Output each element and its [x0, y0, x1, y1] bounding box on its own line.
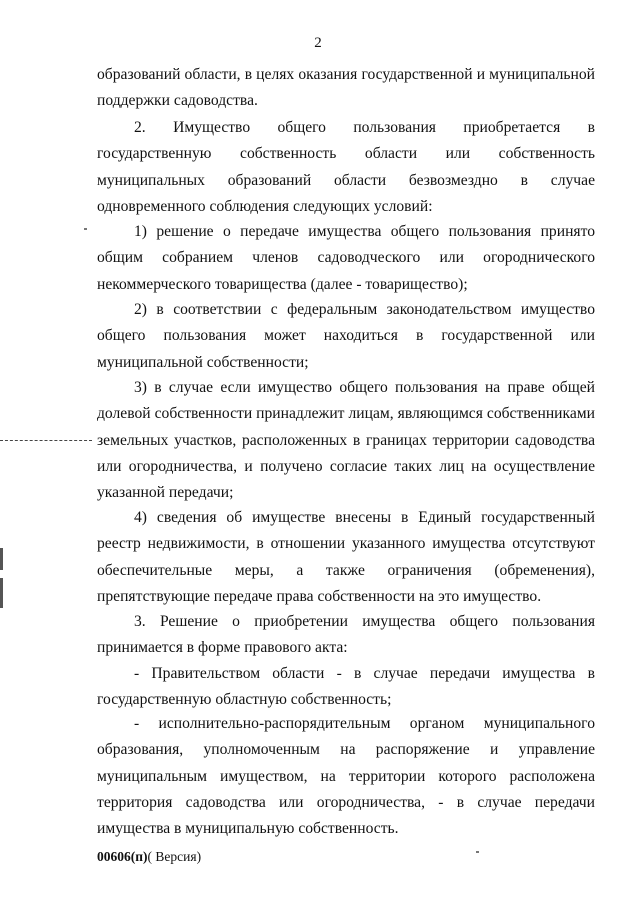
- paragraph-continuation: образований области, в целях оказания государственной и муниципальной поддержки садоводства.: [97, 66, 595, 110]
- paragraph-condition-2: 2) в соответствии с федеральным законодательством имущество общего пользования может находиться в государственной или муниципальной собственности;: [97, 301, 595, 371]
- scan-edge-mark: [0, 548, 3, 570]
- document-code: [97, 849, 201, 865]
- scan-speck: [476, 851, 479, 853]
- paragraph-condition-3: 3) в случае если имущество общего пользования на праве общей долевой собственности принадлежит лицам, являющимся собственниками земельных участков, расположенных в границах территории садоводства или огородничества, и получено согласие таких лиц на осуществление указанной передачи;: [97, 379, 595, 502]
- scan-speck: [84, 228, 87, 230]
- document-code-number: 00606(п): [97, 849, 148, 864]
- scan-artifact-line: [0, 440, 92, 441]
- page-number: 2: [314, 35, 322, 51]
- scan-edge-mark: [0, 578, 3, 608]
- paragraph-condition-1: 1) решение о передаче имущества общего пользования принято общим собранием членов садоводческого или огороднического некоммерческого товарищества (далее - товарищество);: [97, 223, 595, 293]
- paragraph-condition-4: 4) сведения об имуществе внесены в Единый государственный реестр недвижимости, в отношении указанного имущества отсутствуют обеспечительные меры, а также ограничения (обременения), препятствующие передаче права собственности на это имущество.: [97, 509, 595, 605]
- paragraph-government-decision: - Правительством области - в случае передачи имущества в государственную областную собственность;: [97, 665, 595, 709]
- paragraph-municipal-decision: - исполнительно-распорядительным органом муниципального образования, уполномоченным на распоряжение и управление муниципальным имуществом, на территории которого расположена территория садоводства или огородничества, - в случае передачи имущества в муниципальную собственность.: [97, 715, 595, 838]
- paragraph-clause-2: 2. Имущество общего пользования приобретается в государственную собственность области или собственность муниципальных образований области безвозмездно в случае одновременного соблюдения следующих условий:: [97, 119, 595, 215]
- paragraph-clause-3: 3. Решение о приобретении имущества общего пользования принимается в форме правового акта:: [97, 613, 595, 657]
- document-version-label: ( Версия): [147, 849, 202, 864]
